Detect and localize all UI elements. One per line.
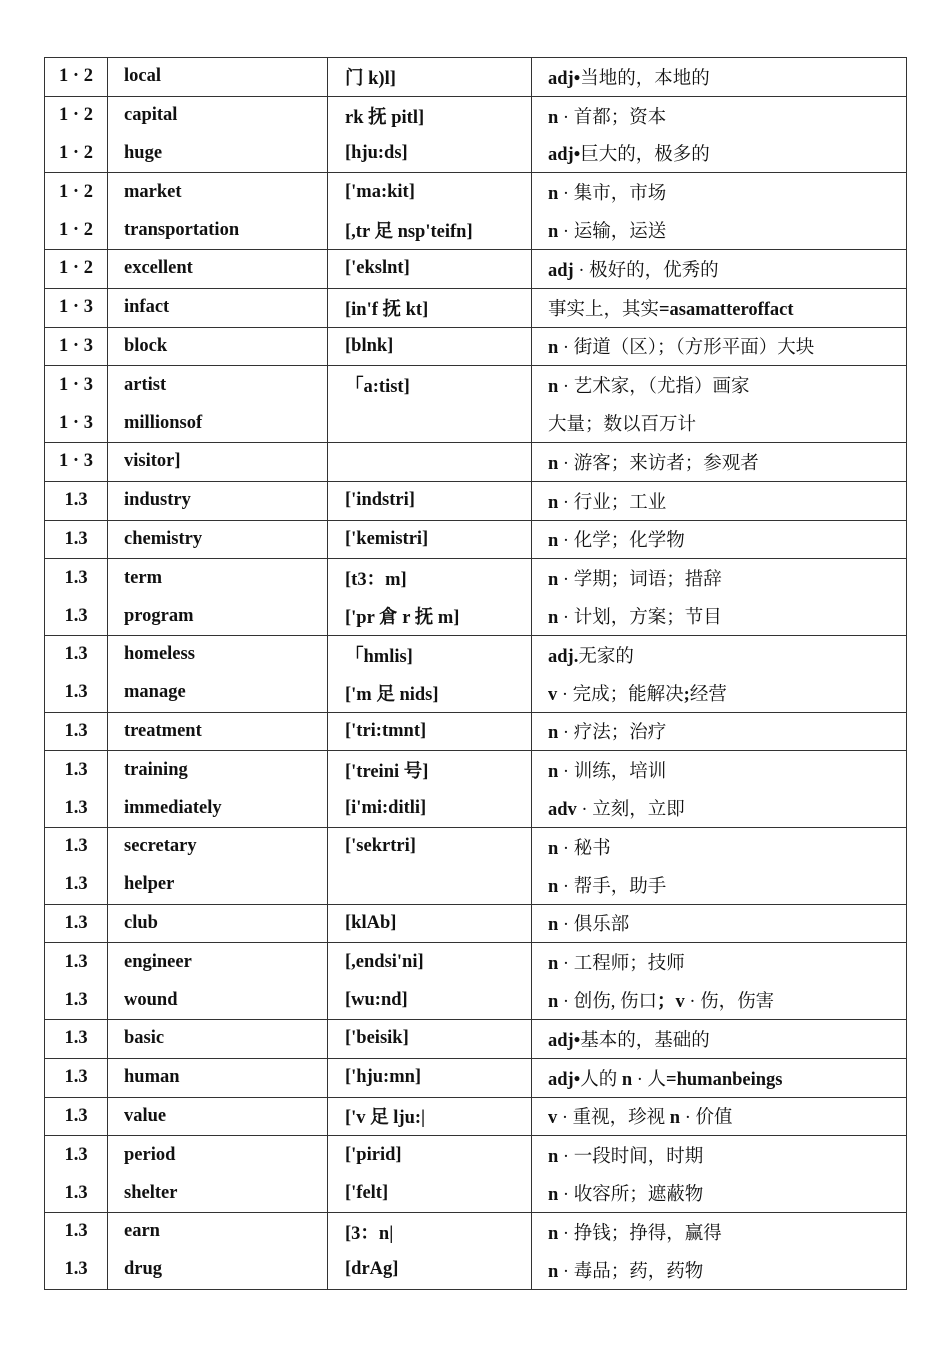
- meaning-cell: [532, 1174, 907, 1212]
- definition-text: · 重视，珍视: [557, 1108, 670, 1129]
- unit-cell: 1.3: [45, 943, 108, 981]
- unit-cell: 1.3: [45, 712, 108, 751]
- unit-cell: 1.3: [45, 1212, 108, 1250]
- phonetic-cell: 门 k)l]: [328, 58, 532, 97]
- part-of-speech: n: [548, 723, 559, 744]
- phonetic-cell: [drAg]: [328, 1251, 532, 1289]
- table-row: [45, 559, 907, 597]
- table-row: [45, 712, 907, 751]
- meaning-cell: [532, 904, 907, 943]
- table-row: [45, 481, 907, 520]
- phonetic-cell: 「hmlis]: [328, 635, 532, 673]
- table-row: [45, 1174, 907, 1212]
- word-cell: chemistry: [108, 520, 328, 559]
- unit-cell: 1.3: [45, 827, 108, 865]
- word-cell: industry: [108, 481, 328, 520]
- unit-cell: 1.3: [45, 904, 108, 943]
- definition-text: 事实上，其实: [548, 299, 660, 320]
- part-of-speech: v: [548, 1108, 558, 1129]
- part-of-speech: n: [548, 1185, 559, 1205]
- meaning-cell: [532, 1212, 907, 1250]
- unit-cell: 1.3: [45, 866, 108, 904]
- phonetic-cell: [328, 404, 532, 442]
- word-cell: visitor]: [108, 442, 328, 481]
- word-cell: manage: [108, 674, 328, 712]
- word-cell: drug: [108, 1251, 328, 1289]
- definition-text: 人的: [580, 1069, 622, 1090]
- part-of-speech: adj•: [548, 1069, 581, 1090]
- word-cell: period: [108, 1136, 328, 1174]
- definition-text: · 艺术家，（尤指）画家: [558, 377, 750, 398]
- unit-cell: 1.3: [45, 520, 108, 559]
- part-of-speech: n: [548, 1147, 559, 1168]
- phonetic-cell: ['pr 倉 r 抚 m]: [328, 597, 532, 635]
- meaning-cell: [532, 366, 907, 404]
- definition-text: · 帮手，助手: [558, 876, 667, 897]
- table-row: [45, 635, 907, 673]
- phonetic-cell: ['sekrtri]: [328, 827, 532, 865]
- unit-cell: 1.3: [45, 789, 108, 827]
- phonetic-cell: ['ma:kit]: [328, 173, 532, 211]
- meaning-cell: [532, 751, 907, 789]
- word-cell: wound: [108, 981, 328, 1019]
- definition-text: · 游客；来访者；参观者: [558, 453, 759, 474]
- part-of-speech: n: [548, 608, 559, 629]
- vocabulary-table: [44, 57, 907, 1290]
- phonetic-cell: rk 抚 pitl]: [328, 96, 532, 134]
- definition-text: · 训练，培训: [558, 762, 667, 783]
- phonetic-cell: [3：n|: [328, 1212, 532, 1250]
- table-row: [45, 981, 907, 1019]
- table-row: [45, 751, 907, 789]
- definition-text: · 立刻，立即: [576, 800, 685, 821]
- part-of-speech: n: [548, 338, 559, 359]
- phonetic-cell: [klAb]: [328, 904, 532, 943]
- unit-cell: 1.3: [45, 981, 108, 1019]
- meaning-cell: [532, 827, 907, 865]
- meaning-cell: [532, 211, 907, 249]
- phonetic-cell: [328, 866, 532, 904]
- definition-text: · 极好的，优秀的: [573, 260, 719, 281]
- unit-cell: 1 · 3: [45, 442, 108, 481]
- table-row: [45, 789, 907, 827]
- phonetic-cell: [wu:nd]: [328, 981, 532, 1019]
- meaning-cell: [532, 442, 907, 481]
- definition-text: · 街道（区）；（方形平面）大块: [558, 338, 815, 359]
- part-of-speech: adj.: [548, 646, 579, 667]
- definition-text: · 创伤, 伤口: [558, 992, 657, 1013]
- definition-text: 基本的，基础的: [580, 1030, 710, 1051]
- word-cell: homeless: [108, 635, 328, 673]
- definition-text: · 学期；词语；措辞: [558, 570, 722, 591]
- unit-cell: 1.3: [45, 1251, 108, 1289]
- part-of-speech: n: [669, 1108, 681, 1129]
- word-cell: human: [108, 1058, 328, 1097]
- meaning-cell: [532, 943, 907, 981]
- word-cell: block: [108, 327, 328, 366]
- meaning-cell: [532, 674, 907, 712]
- part-of-speech: n: [548, 453, 559, 474]
- meaning-cell: [532, 712, 907, 751]
- unit-cell: 1 · 2: [45, 173, 108, 211]
- meaning-cell: [532, 1058, 907, 1097]
- unit-cell: 1.3: [45, 674, 108, 712]
- part-of-speech: n: [548, 915, 559, 936]
- phonetic-cell: [in'f 抚 kt]: [328, 288, 532, 327]
- unit-cell: 1.3: [45, 1136, 108, 1174]
- table-row: [45, 173, 907, 211]
- table-row: [45, 1212, 907, 1250]
- meaning-cell: [532, 327, 907, 366]
- part-of-speech: n: [548, 107, 559, 128]
- definition-text: · 挣钱；挣得，赢得: [558, 1223, 722, 1244]
- table-row: [45, 597, 907, 635]
- phonetic-cell: ['hju:mn]: [328, 1058, 532, 1097]
- unit-cell: 1 · 3: [45, 327, 108, 366]
- unit-cell: 1 · 2: [45, 249, 108, 288]
- part-of-speech: n: [548, 954, 559, 975]
- part-of-speech: =humanbeings: [666, 1069, 783, 1090]
- definition-text: · 计划，方案；节目: [558, 608, 722, 629]
- phonetic-cell: ['m 足 nids]: [328, 674, 532, 712]
- definition-text: · 价值: [680, 1108, 733, 1129]
- meaning-cell: [532, 559, 907, 597]
- part-of-speech: adj•: [548, 145, 581, 166]
- meaning-cell: [532, 288, 907, 327]
- meaning-cell: [532, 1251, 907, 1289]
- meaning-cell: [532, 135, 907, 173]
- phonetic-cell: [328, 442, 532, 481]
- unit-cell: 1 · 2: [45, 96, 108, 134]
- definition-text: · 首都；资本: [558, 107, 667, 128]
- phonetic-cell: ['beisik]: [328, 1019, 532, 1058]
- table-row: [45, 866, 907, 904]
- table-row: [45, 904, 907, 943]
- unit-cell: 1.3: [45, 1097, 108, 1136]
- definition-text: · 俱乐部: [558, 915, 630, 936]
- part-of-speech: =asamatteroffact: [659, 299, 794, 320]
- meaning-cell: [532, 520, 907, 559]
- phonetic-cell: [,tr 足 nsp'teifn]: [328, 211, 532, 249]
- part-of-speech: n: [548, 1261, 559, 1282]
- word-cell: club: [108, 904, 328, 943]
- word-cell: immediately: [108, 789, 328, 827]
- vocabulary-table-body: [45, 58, 907, 1290]
- word-cell: helper: [108, 866, 328, 904]
- unit-cell: 1 · 3: [45, 366, 108, 404]
- definition-text: · 一段时间，时期: [558, 1147, 704, 1168]
- meaning-cell: [532, 173, 907, 211]
- unit-cell: 1.3: [45, 1174, 108, 1212]
- word-cell: earn: [108, 1212, 328, 1250]
- part-of-speech: v: [548, 684, 558, 705]
- meaning-cell: [532, 404, 907, 442]
- table-row: [45, 827, 907, 865]
- part-of-speech: adj•: [548, 68, 581, 89]
- word-cell: secretary: [108, 827, 328, 865]
- unit-cell: 1 · 2: [45, 135, 108, 173]
- part-of-speech: n: [548, 992, 559, 1013]
- definition-text: · 运输，运送: [558, 222, 667, 243]
- word-cell: engineer: [108, 943, 328, 981]
- definition-text: 大量；数以百万计: [548, 415, 697, 436]
- table-row: [45, 520, 907, 559]
- meaning-cell: [532, 1136, 907, 1174]
- table-row: [45, 327, 907, 366]
- meaning-cell: [532, 481, 907, 520]
- definition-text: · 疗法；治疗: [558, 723, 667, 744]
- table-row: [45, 249, 907, 288]
- part-of-speech: adj•: [548, 1030, 581, 1051]
- word-cell: transportation: [108, 211, 328, 249]
- part-of-speech: n: [548, 876, 559, 897]
- part-of-speech: adj: [548, 260, 574, 281]
- table-row: [45, 442, 907, 481]
- phonetic-cell: ['tri:tmnt]: [328, 712, 532, 751]
- word-cell: term: [108, 559, 328, 597]
- unit-cell: 1.3: [45, 1058, 108, 1097]
- table-row: [45, 1058, 907, 1097]
- word-cell: basic: [108, 1019, 328, 1058]
- word-cell: capital: [108, 96, 328, 134]
- part-of-speech: ;: [683, 684, 690, 705]
- part-of-speech: n: [548, 222, 559, 243]
- definition-text: · 行业；工业: [558, 492, 667, 513]
- meaning-cell: [532, 249, 907, 288]
- definition-text: · 化学；化学物: [558, 531, 685, 552]
- table-row: [45, 366, 907, 404]
- phonetic-cell: [,endsi'ni]: [328, 943, 532, 981]
- part-of-speech: n: [621, 1069, 633, 1090]
- part-of-speech: n: [548, 1223, 559, 1244]
- phonetic-cell: ['pirid]: [328, 1136, 532, 1174]
- word-cell: excellent: [108, 249, 328, 288]
- phonetic-cell: 「a:tist]: [328, 366, 532, 404]
- word-cell: program: [108, 597, 328, 635]
- unit-cell: 1 · 3: [45, 288, 108, 327]
- phonetic-cell: ['v 足 lju:|: [328, 1097, 532, 1136]
- phonetic-cell: ['felt]: [328, 1174, 532, 1212]
- phonetic-cell: ['kemistri]: [328, 520, 532, 559]
- phonetic-cell: [hju:ds]: [328, 135, 532, 173]
- word-cell: shelter: [108, 1174, 328, 1212]
- table-row: [45, 135, 907, 173]
- table-row: [45, 1097, 907, 1136]
- word-cell: market: [108, 173, 328, 211]
- phonetic-cell: ['ekslnt]: [328, 249, 532, 288]
- unit-cell: 1.3: [45, 481, 108, 520]
- table-row: [45, 1136, 907, 1174]
- part-of-speech: n: [548, 492, 559, 513]
- definition-text: 巨大的，极多的: [580, 145, 710, 166]
- word-cell: treatment: [108, 712, 328, 751]
- word-cell: infact: [108, 288, 328, 327]
- definition-text: · 完成；能解决: [557, 684, 684, 705]
- definition-text: · 工程师；技师: [558, 954, 685, 975]
- unit-cell: 1 · 3: [45, 404, 108, 442]
- unit-cell: 1.3: [45, 751, 108, 789]
- table-row: [45, 96, 907, 134]
- table-row: [45, 1019, 907, 1058]
- part-of-speech: n: [548, 570, 559, 591]
- definition-text: · 集市，市场: [558, 184, 667, 205]
- unit-cell: 1.3: [45, 559, 108, 597]
- unit-cell: 1 · 2: [45, 211, 108, 249]
- definition-text: · 人: [632, 1069, 667, 1090]
- word-cell: local: [108, 58, 328, 97]
- table-row: [45, 58, 907, 97]
- word-cell: millionsof: [108, 404, 328, 442]
- meaning-cell: [532, 789, 907, 827]
- table-row: [45, 211, 907, 249]
- meaning-cell: [532, 96, 907, 134]
- meaning-cell: [532, 866, 907, 904]
- meaning-cell: [532, 1097, 907, 1136]
- phonetic-cell: [i'mi:ditli]: [328, 789, 532, 827]
- definition-text: · 收容所；遮蔽物: [558, 1185, 704, 1205]
- word-cell: huge: [108, 135, 328, 173]
- unit-cell: 1 · 2: [45, 58, 108, 97]
- part-of-speech: adv: [548, 800, 577, 821]
- definition-text: · 秘书: [558, 838, 611, 859]
- table-row: [45, 1251, 907, 1289]
- phonetic-cell: ['treini 号]: [328, 751, 532, 789]
- part-of-speech: n: [548, 377, 559, 398]
- meaning-cell: [532, 58, 907, 97]
- definition-text: 当地的，本地的: [580, 68, 710, 89]
- table-row: [45, 674, 907, 712]
- phonetic-cell: ['indstri]: [328, 481, 532, 520]
- unit-cell: 1.3: [45, 597, 108, 635]
- word-cell: artist: [108, 366, 328, 404]
- definition-text: 经营: [689, 684, 727, 705]
- part-of-speech: n: [548, 184, 559, 205]
- part-of-speech: ；v: [656, 992, 685, 1013]
- part-of-speech: n: [548, 531, 559, 552]
- definition-text: · 毒品；药，药物: [558, 1261, 704, 1282]
- part-of-speech: n: [548, 762, 559, 783]
- definition-text: 无家的: [578, 646, 634, 667]
- table-row: [45, 288, 907, 327]
- meaning-cell: [532, 597, 907, 635]
- table-row: [45, 943, 907, 981]
- phonetic-cell: [blnk]: [328, 327, 532, 366]
- phonetic-cell: [t3：m]: [328, 559, 532, 597]
- meaning-cell: [532, 981, 907, 1019]
- unit-cell: 1.3: [45, 635, 108, 673]
- word-cell: training: [108, 751, 328, 789]
- word-cell: value: [108, 1097, 328, 1136]
- meaning-cell: [532, 635, 907, 673]
- meaning-cell: [532, 1019, 907, 1058]
- table-row: [45, 404, 907, 442]
- unit-cell: 1.3: [45, 1019, 108, 1058]
- definition-text: · 伤，伤害: [684, 992, 775, 1013]
- part-of-speech: n: [548, 838, 559, 859]
